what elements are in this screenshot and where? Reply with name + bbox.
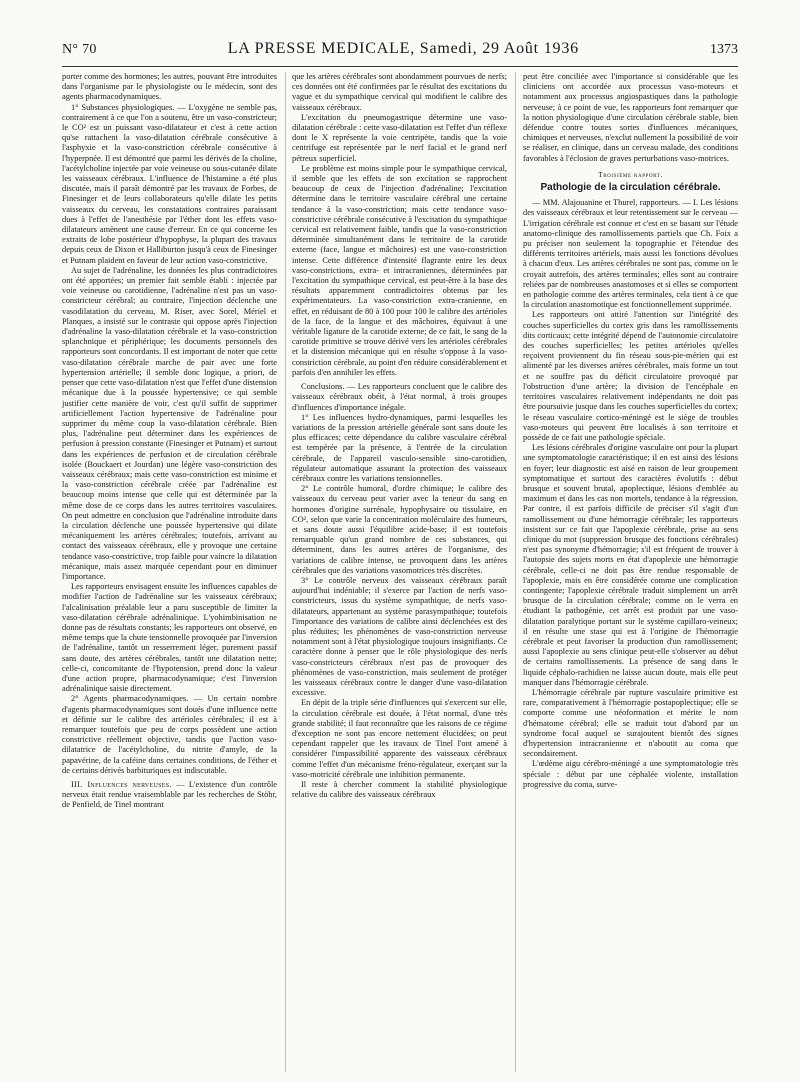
paragraph: 3° Le contrôle nerveux des vaisseaux cérébraux paraît aujourd'hui indéniable; il s'exerce par l'action de nerfs vaso-constricteurs, issus du système sympathique, de nerfs vaso-dilatateurs, appartenant au système parasympathique; toutefois l'importance des variations de calibre ainsi déclenchées est des plus réduites; les phénomènes de vaso-constriction nerveuse notamment sont à l'état physiologique toujours insignifiants. Ce caractère donne à penser que le rôle physiologique des nerfs vaso-constricteurs cérébraux n'est pas de provoquer des phénomènes de vaso-constriction, mais seulement de protéger les vaisseaux cérébraux contre le danger d'une vaso-dilatation excessive.	[292, 575, 507, 698]
paragraph: 1° Substances physiologiques. — L'oxygène ne semble pas, contrairement à ce que l'on a soutenu, être un vaso-constricteur; le CO² est un puissant vaso-dilatateur et c'est à cette action qu'se rattachent la vaso-dilatation cérébrale consécutive à l'asphyxie et la vaso-constriction cérébrale consécutive à l'hyperpnée. Il est démontré que parmi les dérivés de la choline, l'acétylcholine injectée par voie veineuse ou sous-cutanée dilate les vaisseaux cérébraux. L'influence de l'histamine a été plus discutée, mais il paraît démontré par les travaux de Forbes, de Finesinger et de leurs collaborateurs qu'elle dilate les petits vaisseaux du cerveau, les constatations contraires paraissant dues à l'effet de l'anesthésie par l'éther dont les effets vaso-dilatateurs amènent une cause d'erreur. En ce qui concerne les extraits de lobe postérieur d'hypophyse, la plupart des travaux depuis ceux de Dixon et Halliburton jusqu'à ceux de Finesinger et Putnam plaident en faveur de leur action vaso-constrictive.	[62, 102, 277, 265]
paragraph: Les rapporteurs ont attiré l'attention sur l'intégrité des couches superficielles du cortex gris dans les ramollissements dits corticaux; cette intégrité dépend de l'autonomie circulatoire des couches superficielles; les petites artérioles qu'elles reçoivent proviennent du fin réseau sous-pie-mérien qui est alimenté par les diverses artères cérébrales, mais forme un tout et ne souffre pas du déficit circulatoire provoqué par l'obstruction d'une artère; la division de l'encéphale en territoires vasculaires relativement indépendants ne doit pas être poursuivie jusque dans les couches superficielles du cortex; le réseau vasculaire cortico-méningé est le siège de troubles vaso-moteurs qui peuvent être localisés à son territoire et possède de ce fait une pathologie spéciale.	[523, 310, 738, 442]
text-columns	[62, 72, 738, 1072]
paragraph: — MM. Alajouanine et Thurel, rapporteurs. — I. Les lésions des vaisseaux cérébraux et leur retentissement sur le cerveau — L'irrigation cérébrale est connue et c'est en se basant sur l'étude anatomo-clinique des ramollissements partiels que Ch. Foix a pu préciser non seulement la topographie et l'étendue des différents territoires artériels, mais aussi les fonctions dévolues à chacun d'eux. Les artères cérébrales ne sont pas, comme on le croyait autrefois, des artères terminales; elles sont au contraire reliées par de nombreuses anastomoses et si elles se comportent en pathologie comme des artères terminales, cela tient à ce que la circulation anastomotique est fonctionnellement supprimée.	[523, 198, 738, 310]
paragraph: En dépit de la triple série d'influences qui s'exercent sur elle, la circulation cérébrale est douée, à l'état normal, d'une très grande stabilité; il faut reconnaître que les raisons de ce régime d'exception ne sont pas encore nettement élucidées; on peut cependant rappeler que les travaux de Tinel l'ont amené à considérer l'impassibilité apparente des vaisseaux cérébraux comme l'effet d'un mécanisme fréno-régulateur, exerçant sur la vaso-motricité cérébrale une inhibition permanente.	[292, 698, 507, 779]
paragraph: 2° Le contrôle humoral, d'ordre chimique; le calibre des vaisseaux du cerveau peut varier avec la teneur du sang en hormones d'origine surrénale, hypophysaire ou tissulaire, en CO², selon que varie la concentration moléculaire des humeurs, et sans doute aussi l'équilibre acide-base; il est toutefois remarquable qu'un grand nombre de ces substances, qui déterminent, dans les autres artères de l'organisme, des variations de calibre intense, ne provoquent dans les artères cérébrales que des variations vasomotrices très discrètes.	[292, 484, 507, 575]
header-rule	[62, 66, 738, 67]
paragraph: Il reste à chercher comment la stabilité physiologique relative du calibre des vaisseaux cérébraux	[292, 780, 507, 800]
paragraph: L'œdème aigu cérébro-méningé a une symptomatologie très spéciale : début par une céphalée violente, installation progressive du coma, surve-	[523, 759, 738, 789]
report-title: Pathologie de la circulation cérébrale.	[540, 182, 721, 194]
paragraph: Les lésions cérébrales d'origine vasculaire ont pour la plupart une symptomatologie caractéristique; il en est ainsi des lésions en foyer; leur diagnostic est aisé en raison de leur groupement symptomatique et surtout des caractères évolutifs : début brusque et souvent brutal, apoplectique, lésions d'emblée au maximum et dans les cas non mortels, tendance à la régression. Par contre, il est parfois difficile de préciser s'il s'agit d'un ramollissement ou d'une hémorragie cérébrale; les rapporteurs insistent sur ce fait que l'apoplexie cérébrale, prise au sens clinique du mot (suppression brusque des fonctions cérébrales) n'est pas synonyme d'hémorragie; s'il est fréquent de trouver à l'autopsie des sujets morts en état d'apoplexie une hémorragie cérébrale, celle-ci ne doit pas être rendue responsable de l'apoplexie, mais en être considérée comme une complication contingente; l'apoplexie cérébrale traduit simplement un arrêt brusque de la circulation cérébrale; comme on le verra en étudiant la pathogénie, cet arrêt est produit par une vaso-dilatation paralytique portant sur le système capillaro-veineux; il en résulte une stase qui est à l'origine de l'hémorragie cérébrale et peut favoriser la production d'un ramollissement; aussi l'apoplexie au sens clinique peut-elle s'observer au début de certains ramollissements. La présence de sang dans le liquide céphalo-rachidien ne laisse aucun doute, mais elle peut manquer dans l'hémorragie cérébrale.	[523, 443, 738, 687]
paragraph-text: — L'existence d'un contrôle nerveux était rendue vraisemblable par les recherches de Stöhr, de Penfield, de Tinel montrant	[62, 780, 277, 810]
paragraph: L'excitation du pneumogastrique détermine une vaso-dilatation cérébrale : cette vaso-dilatation est l'effet d'un réflexe dont le X représente la voie centripète, tandis que la voie centrifuge est représentée par le nerf facial et le grand nerf pétreux superficiel.	[292, 112, 507, 163]
column-3	[523, 72, 738, 1072]
paragraph: porter comme des hormones; les autres, pouvant être introduites dans l'organisme par le physiologiste ou le médecin, sont des agents pharmacodynamiques.	[62, 72, 277, 102]
page-number: 1373	[710, 42, 738, 57]
section-heading: III. Influences nerveuses.	[71, 780, 172, 790]
paragraph: 1° Les influences hydro-dynamiques, parmi lesquelles les variations de la pression artérielle générale sont sans doute les plus efficaces; cette dépendance du calibre vasculaire cérébral est tempérée par la présence, à l'entrée de la circulation cérébrale, de l'appareil vasculo-sensible sino-carotidien, régulateur automatique assurant la protection des vaisseaux cérébraux contre les variations tensionnelles.	[292, 412, 507, 483]
report-heading: Troisième rapport.	[598, 169, 663, 179]
paragraph: Au sujet de l'adrénaline, les données les plus contradictoires ont été apportées; un premier fait semble établi : injectée par voie veineuse ou carotidienne, l'adrénaline n'est pas un vaso-constricteur cérébral; au contraire, l'injection déclenche une vasodilatation du cerveau, M. Riser, avec Sorel, Mériel et Planques, a insisté sur le contraste qui oppose après l'injection d'adrénaline la vaso-dilatation cérébrale et la vaso-constriction splanchnique et périphérique; les documents personnels des rapporteurs sont concordants. Il est important de noter que cette vaso-dilatation cérébrale marche de pair avec une forte hypertension artérielle; il semble donc logique, a priori, de penser que cette vaso-dilatation n'est que l'effet d'une distension mécanique due à la poussée hypertensive; ce qui semble justifier cette manière de voir, c'est qu'il suffit de supprimer artificiellement l'action hypertensive de l'adrénaline pour supprimer du même coup la vaso-dilatation cérébrale. Bien plus, l'adrénaline peut déterminer dans les expériences de perfusion à pression constante (Finesinger et Putnam) et surtout dans les expériences de perfusion et de circulation cérébrale isolée (Bouckaert et Jourdan) une légère vaso-constriction des vaisseaux cérébraux; mais cette vaso-constriction est minime et la vaso-constriction cérébrale créée par l'adrénaline est beaucoup moins intense que celle qui est déterminée par la même dose de ce corps dans les autres territoires vasculaires. On peut admettre en conclusion que l'adrénaline introduite dans la circulation déclenche une poussée hypertensive qui dilate mécaniquement les artères cérébrales; toutefois, arrivant au contact des vaisseaux cérébraux, elle y provoque une certaine tendance vaso-constrictive, trop faible pour vaincre la dilatation mécanique, mais assez marquée cependant pour en diminuer l'importance.	[62, 265, 277, 581]
paragraph: que les artères cérébrales sont abondamment pourvues de nerfs; ces données ont été confirmées par le résultat des excitations du vague et du sympathique cervical qui modifient le calibre des vaisseaux cérébraux.	[292, 72, 507, 112]
column-2	[292, 72, 507, 1072]
page-header	[62, 40, 738, 66]
journal-title: LA PRESSE MEDICALE, Samedi, 29 Août 1936	[227, 40, 579, 57]
paragraph: L'hémorragie cérébrale par rupture vasculaire primitive est rare, comparativement à l'hémorragie postapoplectique; elle se comporte comme une néoformation et mérite le nom d'hématome cérébral; elle se traduit tout d'abord par un syndrome focal auquel se surajoutent bientôt des signes d'hypertension intracranienne et n'aboutit au coma que secondairement.	[523, 687, 738, 759]
column-1	[62, 72, 277, 1072]
paragraph: Conclusions. — Les rapporteurs concluent que le calibre des vaisseaux cérébraux obéit, à l'état normal, à trois groupes d'influences d'importance inégale.	[292, 382, 507, 412]
paragraph: 2° Agents pharmacodynamiques. — Un certain nombre d'agents pharmacodynamiques sont doués d'une influence nette et définie sur le calibre des artérioles cérébrales; il est à remarquer toutefois que peu de corps possèdent une action constrictive réellement objective, tandis que l'action vaso-dilatatrice de l'acétylcholine, du nitrite d'amyle, de la papavérine, de la caféine dans certaines conditions, de l'éther et de certains dérivés barbituriques est indiscutable.	[62, 694, 277, 775]
paragraph: Le problème est moins simple pour le sympathique cervical, il semble que les effets de son excitation se rapprochent beaucoup de ceux de l'injection d'adrénaline; l'excitation détermine dans le territoire vasculaire cérébral une certaine tendance à la vaso-constriction; mais cette tendance vaso-constrictive cérébrale consécutive à l'excitation du sympathique cervical est relativement faible, tandis que la vaso-constriction déterminée simultanément dans le territoire de la carotide externe (face, langue et mâchoires) est une vaso-constriction intense. Cette différence d'intensité flagrante entre les deux vaso-constrictions, extra- et intracraniennes, déterminées par l'excitation du sympathique cervical, est peut-être à la base des résultats apparemment contradictoires obtenus par les expérimentateurs. La vaso-constriction extra-cranienne, en effet, en réduisant de 80 à 100 pour 100 le calibre des artérioles de la face, de la langue et des mâchoires, équivaut à une véritable ligature de la carotide externe; de ce fait, le sang de la carotide primitive se trouve dérivé vers les artérioles cérébrales et la distension mécanique qui en résulte s'oppose à la vaso-constriction cérébrale, au point d'en réduire considérablement et parfois d'en annihiler les effets.	[292, 163, 507, 377]
paragraph: Les rapporteurs envisagent ensuite les influences capables de modifier l'action de l'adrénaline sur les vaisseaux cérébraux; l'alcalinisation préalable leur a paru susceptible de limiter la vaso-dilatation cérébrale adrénalinique. L'yohimbinisation ne donne pas de résultats constants; les rapporteurs ont observé, en même temps que la chute tensionnelle provoquée par l'inversion de l'adrénaline, tantôt un resserrement léger, purement passif sans doute, des artères cérébrales, tantôt une dilatation nette; celle-ci, concomitante de l'hypotension, prend donc la valeur d'une action propre, pharmacodynamique; c'est l'inversion adrénalinique saisie directement.	[62, 582, 277, 694]
paragraph	[62, 780, 277, 811]
issue-number: N° 70	[62, 42, 97, 57]
paragraph: peut être conciliée avec l'importance si considérable que les cliniciens ont accordée aux processus vaso-moteurs et notamment aux processus angiospastiques dans la pathologie nerveuse; à ce point de vue, les rapporteurs font remarquer que la notion physiologique d'une circulation cérébrale stable, bien défendue contre toutes sortes d'influences mécaniques, chimiques et nerveuses, n'exclut nullement la possibilité de voir se réaliser, en clinique, dans un cerveau malade, des conditions favorables à l'éclosion de graves perturbations vaso-motrices.	[523, 72, 738, 163]
